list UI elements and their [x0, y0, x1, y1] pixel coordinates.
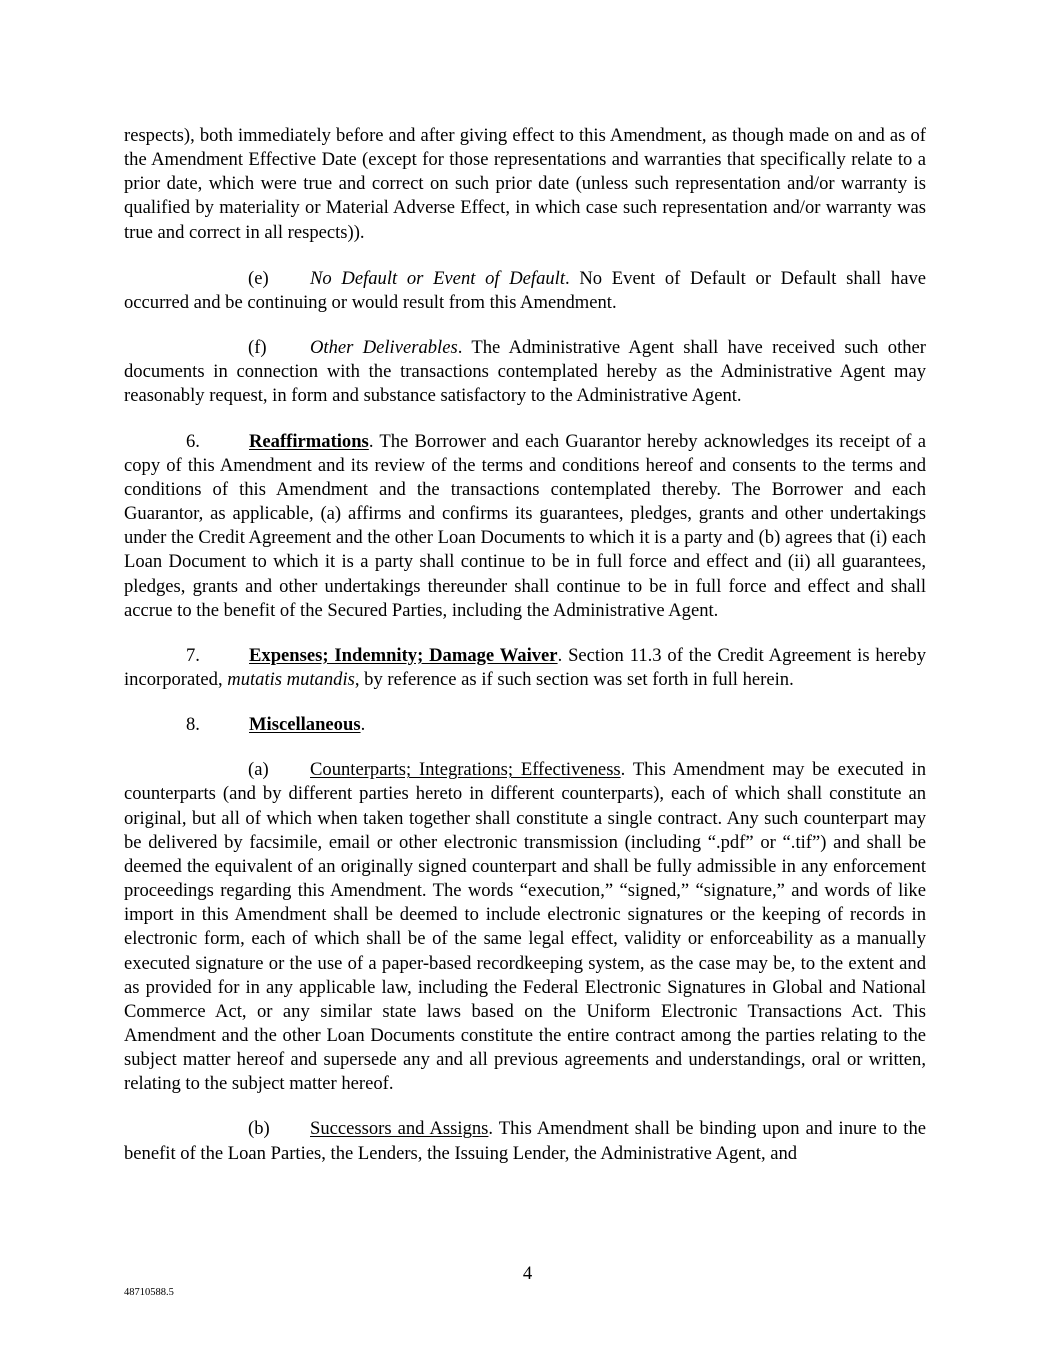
section-7-italic: mutatis mutandis [227, 668, 355, 690]
continuation-paragraph [124, 124, 926, 245]
section-8-paragraph: 8. Miscellaneous. [124, 713, 926, 737]
clause-f-paragraph: (f) Other Deliverables. The Administrative Agent shall have received such other documents in connection with the transactions contemplated hereby as the Administrative Agent may reasonably request, in form and substance satisfactory to the Administrative Agent. [124, 337, 926, 407]
clause-a-marker: (a) [248, 759, 269, 781]
section-7-number: 7. [186, 644, 200, 666]
section-6-heading: Reaffirmations [249, 430, 369, 452]
section-7-paragraph: 7. Expenses; Indemnity; Damage Waiver. Section 11.3 of the Credit Agreement is hereby incorporated, mutatis mutandis, by reference as if such section was set forth in full herein. [124, 644, 927, 690]
section-8-heading: Miscellaneous [249, 714, 361, 736]
section-6-paragraph: 6. Reaffirmations. The Borrower and each Guarantor hereby acknowledges its receipt of a copy of this Amendment and its review of the terms and conditions hereof and consents to the terms and conditions of this Amendment and the transactions contemplated thereby. The Borrower and each Guarantor, as applicable, (a) affirms and confirms its guarantees, pledges, grants and other undertakings under the Credit Agreement and the other Loan Documents to which it is a party and (b) agrees that (i) each Loan Document to which it is a party shall continue to be in full force and effect and (ii) all guarantees, pledges, grants and other undertakings thereunder shall continue to be in full force and effect and shall accrue to the benefit of the Secured Parties, including the Administrative Agent. [124, 430, 926, 621]
clause-b-text: This Amendment shall be binding upon and inure to the benefit of the Loan Parties, the Lenders, the Issuing Lender, the Administrative Agent, and [124, 1118, 926, 1164]
section-8-number: 8. [186, 714, 200, 736]
section-6-number: 6. [186, 430, 200, 452]
clause-f-text: The Administrative Agent shall have received such other documents in connection with the transactions contemplated hereby as the Administrative Agent may reasonably request, in form and substance satisfactory to the Administrative Agent. [124, 337, 926, 407]
clause-f-marker: (f) [248, 337, 267, 359]
section-7-text-after: , by reference as if such section was set forth in full herein. [354, 668, 794, 690]
clause-a-paragraph: (a) Counterparts; Integrations; Effectiveness. This Amendment may be executed in counterparts (and by different parties hereto in different counterparts), each of which shall constitute an original, but all of which when taken together shall constitute a single contract. Any such counterpart may be delivered by facsimile, email or other electronic transmission (including “.pdf” or “.tif”) and shall be deemed the equivalent of an originally signed counterpart and shall be fully admissible in any enforcement proceedings regarding this Amendment. The words “execution,” “signed,” “signature,” and words of like import in this Amendment shall be deemed to include electronic signatures or the keeping of records in electronic form, each of which shall be of the same legal effect, validity or enforceability as a manually executed signature or the use of a paper-based recordkeeping system, as the case may be, to the extent and as provided for in any applicable law, including the Federal Electronic Signatures in Global and National Commerce Act, or any similar state laws based on the Uniform Electronic Transactions Act. This Amendment and the other Loan Documents constitute the entire contract among the parties relating to the subject matter hereof and supersede any and all previous agreements and understandings, oral or written, relating to the subject matter hereof. [124, 759, 926, 1095]
clause-e-marker: (e) [248, 267, 269, 289]
clause-f-heading: Other Deliverables [310, 337, 458, 359]
clause-e-heading: No Default or Event of Default [310, 267, 566, 289]
document-body [124, 124, 926, 1187]
section-6-text: The Borrower and each Guarantor hereby acknowledges its receipt of a copy of this Amendment and its review of the terms and conditions hereof and consents to the terms and conditions of this Amendment and the transactions contemplated thereby. The Borrower and each Guarantor, as applicable, (a) affirms and confirms its guarantees, pledges, grants and other undertakings under the Credit Agreement and the other Loan Documents to which it is a party and (b) agrees that (i) each Loan Document to which it is a party shall continue to be in full force and effect and (ii) all guarantees, pledges, grants and other undertakings thereunder shall continue to be in full force and effect and shall accrue to the benefit of the Secured Parties, including the Administrative Agent. [124, 430, 926, 621]
clause-e-paragraph: (e) No Default or Event of Default. No Event of Default or Default shall have occurred and be continuing or would result from this Amendment. [124, 267, 927, 313]
continuation-text: respects), both immediately before and after giving effect to this Amendment, as though made on and as of the Amendment Effective Date (except for those representations and warranties that specifically relate to a prior date, which were true and correct on such prior date (unless such representation and/or warranty is qualified by materiality or Material Adverse Effect, in which case such representation and/or warranty was true and correct in all respects)). [124, 125, 926, 243]
section-7-text-before: Section 11.3 of the Credit Agreement is hereby incorporated, [124, 644, 927, 690]
clause-a-heading: Counterparts; Integrations; Effectiveness [310, 759, 621, 781]
clause-b-heading: Successors and Assigns [310, 1118, 489, 1140]
clause-a-text: This Amendment may be executed in counterparts (and by different parties hereto in different counterparts), each of which shall constitute an original, but all of which when taken together shall constitute a single contract. Any such counterpart may be delivered by facsimile, email or other electronic transmission (including “.pdf” or “.tif”) and shall be deemed the equivalent of an originally signed counterpart and shall be fully admissible in any enforcement proceedings regarding this Amendment. The words “execution,” “signed,” “signature,” and words of like import in this Amendment shall be deemed to include electronic signatures or the keeping of records in electronic form, each of which shall be of the same legal effect, validity or enforceability as a manually executed signature or the use of a paper-based recordkeeping system, as the case may be, to the extent and as provided for in any applicable law, including the Federal Electronic Signatures in Global and National Commerce Act, or any similar state laws based on the Uniform Electronic Transactions Act. This Amendment and the other Loan Documents constitute the entire contract among the parties relating to the subject matter hereof and supersede any and all previous agreements and understandings, oral or written, relating to the subject matter hereof. [124, 759, 926, 1095]
section-7-heading: Expenses; Indemnity; Damage Waiver [249, 644, 558, 666]
clause-e-text: No Event of Default or Default shall have occurred and be continuing or would result from this Amendment. [124, 267, 927, 313]
clause-b-marker: (b) [248, 1118, 270, 1140]
page-number: 4 [522, 1263, 533, 1284]
document-id: 48710588.5 [124, 1287, 174, 1298]
clause-b-paragraph: (b) Successors and Assigns. This Amendment shall be binding upon and inure to the benefit of the Loan Parties, the Lenders, the Issuing Lender, the Administrative Agent, and [124, 1118, 926, 1164]
